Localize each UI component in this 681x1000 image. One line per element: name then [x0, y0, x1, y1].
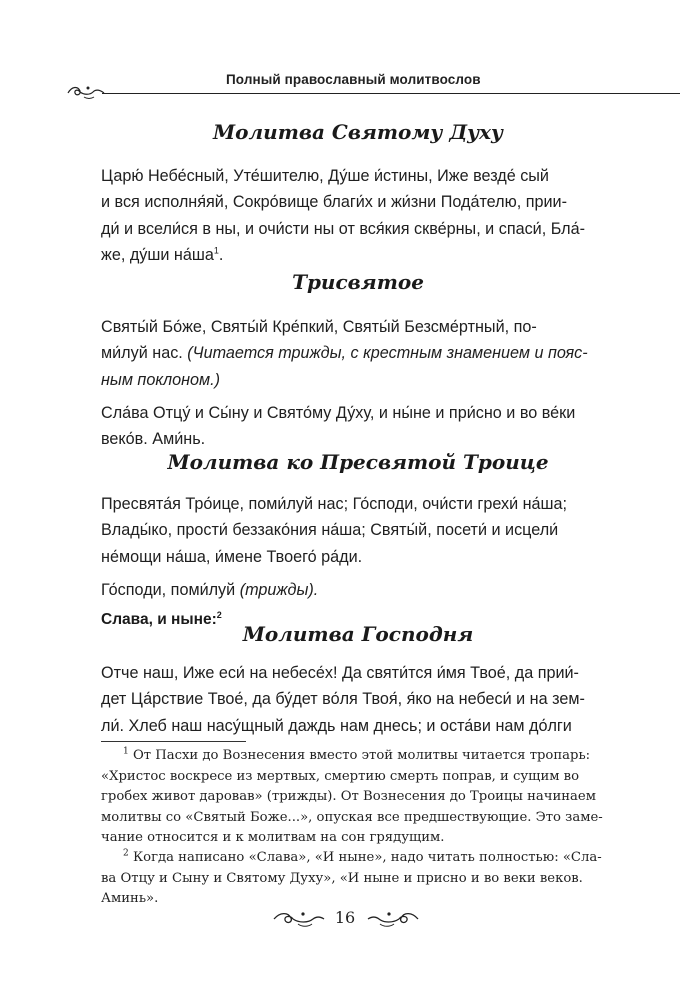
running-header [66, 66, 680, 100]
section-heading: Трисвятое [292, 270, 424, 294]
prayer-paragraph: Царю́ Небе́сный, Уте́шителю, Ду́ше и́стины, Иже везде́ сый и вся исполня́яй, Сокро́вище благи́х и жи́зни Пода́телю, прии- ди́ и всели́ся в ны, и очи́сти ны от вся́кия скве́рны, и спаси́, Бла́- же, ду́ши $на́ша^1$. [101, 167, 585, 264]
section-heading: Молитва Святому Духу [213, 120, 503, 144]
section-holy-spirit [101, 120, 615, 144]
header-title: Полный православный молитвослов [226, 72, 481, 87]
section-trisagion [101, 270, 615, 294]
slava-label: Слава, и ныне:$^2$ [101, 610, 222, 629]
footnote-2: $^2$ Когда написано «Слава», «И ныне», надо читать полностью: «Сла- ва Отцу и Сыну и Святому Духу», «И ныне и присно и во веки веков. Аминь». [101, 848, 602, 906]
prayer-paragraph: Святы́й Бо́же, Святы́й Кре́пкий, Святы́й Безсме́ртный, по- ми́луй нас. (Читается трижды, с крестным знамением и пояс- ным поклоном.) [101, 318, 588, 389]
page-footer [0, 906, 681, 932]
footnote-ref: 1 [213, 245, 219, 256]
header-rule [102, 93, 680, 94]
footnote-number: 2 [123, 848, 129, 859]
section-heading: Молитва Господня [242, 622, 474, 646]
footer-ornament-left-icon [272, 909, 326, 929]
footnote-1: $^1$ От Пасхи до Вознесения вместо этой молитвы читается тропарь: «Христос воскресе из мертвых, смертию смерть поправ, и сущим во гробех живот даровав» (трижды). От Вознесения до Троицы начинаем молитвы со «Святый Боже...», опуская все предшествующие. Это заме- чание относится и к молитвам на сон грядущим. [101, 746, 603, 845]
header-ornament-icon [66, 82, 106, 102]
section-heading: Молитва ко Пресвятой Троице [167, 450, 549, 474]
section-lords-prayer [101, 622, 615, 646]
prayer-paragraph: Сла́ва Отцу́ и Сы́ну и Свято́му Ду́ху, и ны́не и при́сно и во ве́ки веко́в. Ами́нь. [101, 403, 576, 449]
page-number: 16 [334, 908, 356, 927]
footnote-rule [101, 741, 246, 742]
footnote-number: 1 [123, 746, 129, 757]
section-trisagion-body [101, 314, 615, 452]
prayer-paragraph: Отче наш, Иже еси́ на небесе́х! Да святи́тся и́мя Твое́, да прии́- дет Ца́рствие Твое́, да бу́дет во́ля Твоя́, я́ко на небеси́ и на зем- ли́. Хлеб наш насу́щный даждь нам днесь; и оста́ви нам до́лги [101, 664, 585, 735]
section-trinity [101, 450, 615, 474]
section-holy-spirit-body [101, 163, 615, 268]
prayer-paragraph: Го́споди, поми́луй (трижды). [101, 580, 319, 599]
footnote-ref: 2 [216, 610, 222, 621]
footer-ornament-right-icon [366, 909, 420, 929]
section-trinity-body [101, 491, 615, 629]
prayer-paragraph: Пресвята́я Тро́ице, поми́луй нас; Го́споди, очи́сти грехи́ на́ша; Влады́ко, прости́ беззако́ния на́ша; Святы́й, посети́ и исцели́ не́мощи на́ша, и́мене Твоего́ ра́ди. [101, 495, 568, 566]
section-lords-prayer-body [101, 660, 615, 739]
